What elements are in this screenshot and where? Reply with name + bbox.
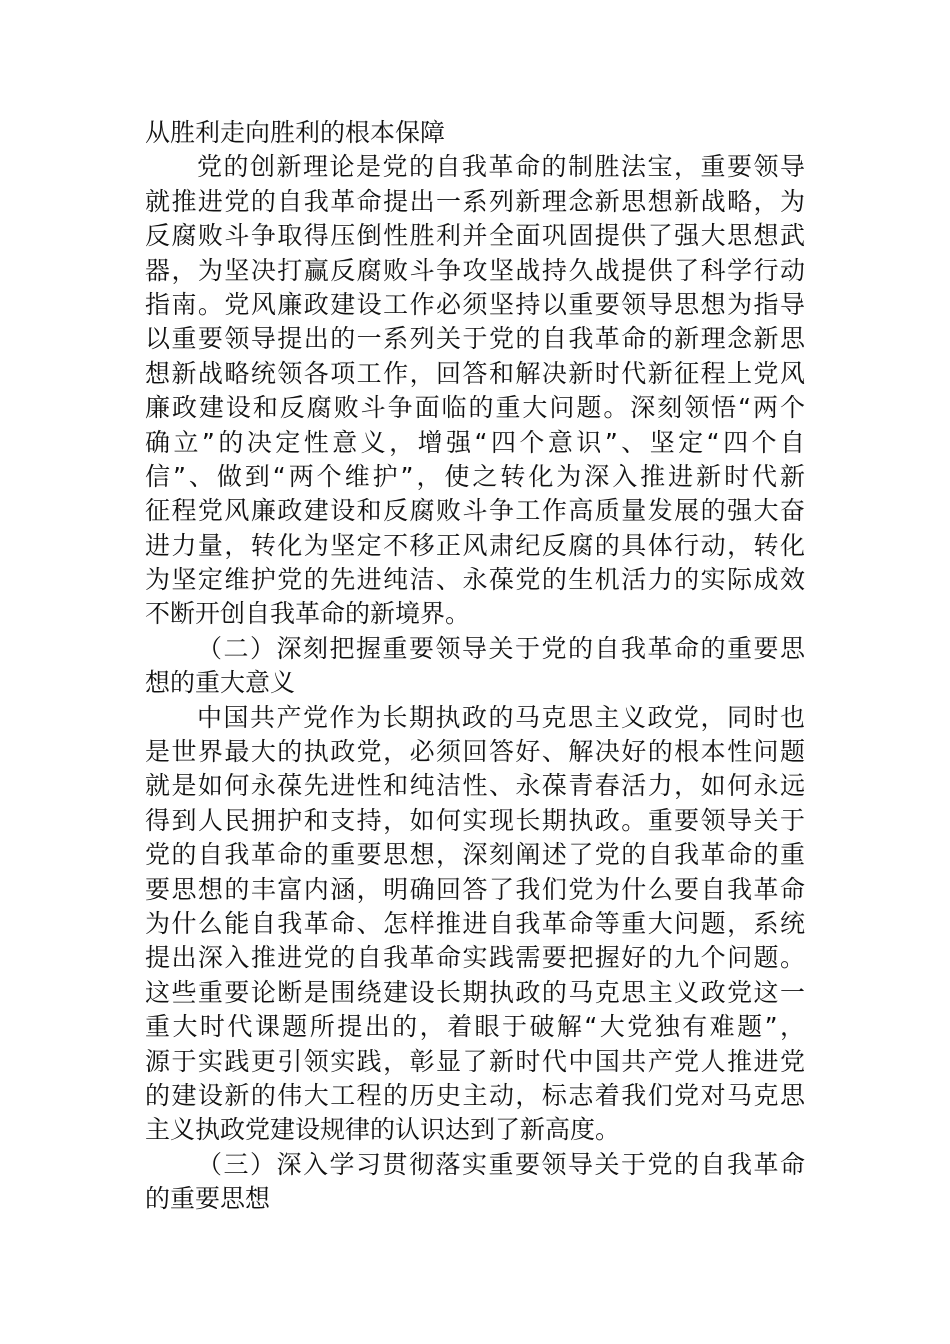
text-line: 不断开创自我革命的新境界。 [145,599,471,629]
text-line: 信”、做到“两个维护”，使之转化为深入推进新时代新 [145,461,805,491]
section-heading: （二）深刻把握重要领导关于党的自我革命的重要思 [197,633,805,663]
text-line: 指南。党风廉政建设工作必须坚持以重要领导思想为指导 [145,289,805,319]
text-line: 的建设新的伟大工程的历史主动，标志着我们党对马克思 [145,1080,805,1110]
text-line: 想新战略统领各项工作，回答和解决新时代新征程上党风 [145,358,805,388]
text-line: 为坚定维护党的先进纯洁、永葆党的生机活力的实际成效 [145,565,805,595]
text-line: 重大时代课题所提出的，着眼于破解“大党独有难题”， [145,1012,805,1042]
text-line: 是世界最大的执政党，必须回答好、解决好的根本性问题 [145,737,805,767]
text-line: 为什么能自我革命、怎样推进自我革命等重大问题，系统 [145,908,805,938]
text-line: 主义执政党建设规律的认识达到了新高度。 [145,1115,621,1145]
text-line: 这些重要论断是围绕建设长期执政的马克思主义政党这一 [145,977,805,1007]
text-line: 确立”的决定性意义，增强“四个意识”、坚定“四个自 [145,427,805,457]
paragraph-first-line: 中国共产党作为长期执政的马克思主义政党，同时也 [197,702,805,732]
text-line: 源于实践更引领实践，彰显了新时代中国共产党人推进党 [145,1046,805,1076]
paragraph-first-line: 党的创新理论是党的自我革命的制胜法宝，重要领导 [197,152,805,182]
text-line: 就推进党的自我革命提出一系列新理念新思想新战略，为 [145,186,805,216]
text-line: 从胜利走向胜利的根本保障 [145,118,446,147]
text-line: 就是如何永葆先进性和纯洁性、永葆青春活力，如何永远 [145,771,805,801]
text-line: 要思想的丰富内涵，明确回答了我们党为什么要自我革命 [145,874,805,904]
text-line: 器，为坚决打赢反腐败斗争攻坚战持久战提供了科学行动 [145,255,805,285]
text-line: 党的自我革命的重要思想，深刻阐述了党的自我革命的重 [145,840,805,870]
text-line: 提出深入推进党的自我革命实践需要把握好的九个问题。 [145,943,805,973]
text-line: 征程党风廉政建设和反腐败斗争工作高质量发展的强大奋 [145,496,805,526]
section-heading: （三）深入学习贯彻落实重要领导关于党的自我革命 [197,1149,805,1179]
section-heading-continued: 的重要思想 [145,1184,271,1214]
text-line: 得到人民拥护和支持，如何实现长期执政。重要领导关于 [145,805,805,835]
document-page [145,116,805,1217]
text-line: 以重要领导提出的一系列关于党的自我革命的新理念新思 [145,324,805,354]
text-line: 反腐败斗争取得压倒性胜利并全面巩固提供了强大思想武 [145,221,805,251]
text-line: 进力量，转化为坚定不移正风肃纪反腐的具体行动，转化 [145,530,805,560]
section-heading-continued: 想的重大意义 [145,668,296,698]
text-line: 廉政建设和反腐败斗争面临的重大问题。深刻领悟“两个 [145,393,805,423]
